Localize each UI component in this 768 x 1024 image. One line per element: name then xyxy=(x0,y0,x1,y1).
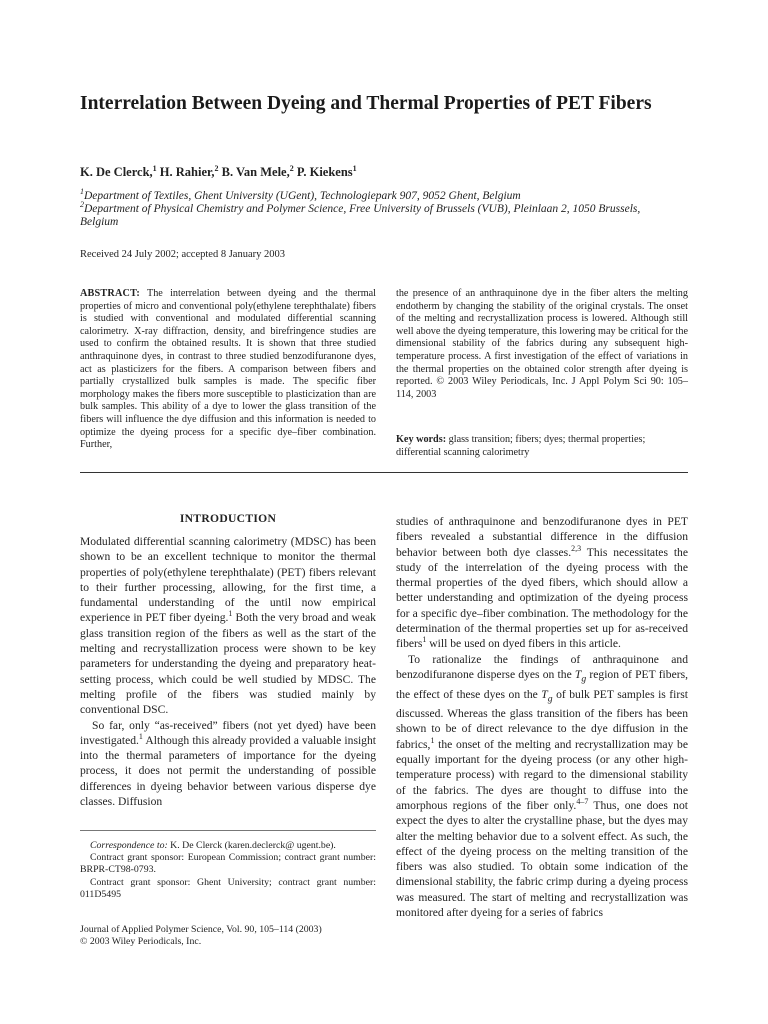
citation-ref: 1 xyxy=(228,609,233,619)
header-divider xyxy=(80,472,688,473)
citation-ref: 4–7 xyxy=(576,797,589,807)
citation-ref: 1 xyxy=(138,732,143,741)
paragraph: To rationalize the findings of anthraquinone and benzodifuranone disperse dyes on the $T_g$ region of PET fibers, the effect of these dyes on the $T_g$ of bulk PET samples is first discussed. Whereas the glass transition of the fibers has been shown to be of direct relevance to the dye diffusion in the fabrics,$^1$ the onset of the melting and recrystallization may be equally important for the dyeing process (or any other high-temperature process) with regard to the dimensional stability of the fabrics. The dyes are thought to diffuse into the amorphous regions of the fiber only.$^{4-7}$ Thus, one does not expect the dyes to alter the crystalline phase, but the dyes may alter the melting behavior due to a solvent effect. As such, the effect of the dyeing process on the melting transition of the fibers was also studied. To obtain some indication of the dimensional stability, the fabric crimp during a dyeing process was measured. The start of melting and recrystallization was monitored after dyeing for a series of fabrics xyxy=(396,652,689,920)
abstract-left-column xyxy=(80,288,376,452)
author-list xyxy=(80,164,688,180)
footnotes xyxy=(80,840,376,901)
keywords-label: Key words: xyxy=(396,434,447,445)
paragraph: So far, only “as-received” fibers (not yet dyed) have been investigated.$^1$ Although this already provided a valuable insight into the thermal parameters of importance for the dyeing process, it does not permit the understanding of possible differences in dyeing behavior between various disperse dye classes. Diffusion xyxy=(80,718,376,809)
article-title: Interrelation Between Dyeing and Thermal Properties of PET Fibers xyxy=(80,93,652,114)
keywords xyxy=(396,434,688,459)
affiliation-2 xyxy=(80,200,680,229)
journal-line: Journal of Applied Polymer Science, Vol. 90, 105–114 (2003) xyxy=(80,924,322,935)
grant-note: Contract grant sponsor: European Commission; contract grant number: BRPR-CT98-0793. xyxy=(80,852,376,876)
abstract-right-column xyxy=(396,288,688,401)
paragraph: Modulated differential scanning calorimetry (MDSC) has been shown to be an excellent technique to monitor the thermal properties of poly(ethylene terephthalate) (PET) fibers relevant to their further processing, allowing, for the first time, a fundamental understanding of the until now empirical experience in PET fiber dyeing.$^1$ Both the very broad and weak glass transition region of the fibers as well as the start of the melting and recrystallization process were shown to be key parameters for understanding the dyeing and preparatory heat-setting process, which could be well studied by MDSC. The melting profile of the fibers was studied mainly by conventional DSC. xyxy=(80,535,376,717)
footnote-divider xyxy=(80,830,376,831)
author-affiliation-mark: 2 xyxy=(214,163,219,173)
body-right-column xyxy=(396,514,688,920)
author-name: B. Van Mele, xyxy=(221,165,290,179)
paragraph: studies of anthraquinone and benzodifuranone dyes in PET fibers revealed a substantial difference in the diffusion behavior between both dye classes.$^{2,3}$ This necessitates the study of the interrelation of the dyeing process with the thermal properties of the dyed fibers, which should allow a better understanding and optimization of the dyeing process for a specific dye–fiber combination. The methodology for the determination of the thermal properties set up for as-received fibers$^1$ will be used on dyed fibers in this article. xyxy=(396,515,688,651)
author-affiliation-mark: 1 xyxy=(152,163,157,173)
citation-ref: 1 xyxy=(422,635,427,645)
journal-citation xyxy=(80,924,376,948)
affiliation-text: Department of Physical Chemistry and Polymer Science, Free University of Brussels (VUB), Pleinlaan 2, 1050 Brussels, Belgium xyxy=(80,203,641,228)
author-name: K. De Clerck, xyxy=(80,165,153,179)
abstract-text-right: the presence of an anthraquinone dye in the fiber alters the melting endotherm by changing the stability of the original crystals. The onset of the melting and recrystallization process is lowered. Although still well above the dyeing temperature, this lowering may be critical for the dimensional stability of the fabrics during any subsequent high-temperature process. A first investigation of the effect of variations in the thermal properties on the obtained color strength after dyeing is reported. © 2003 Wiley Periodicals, Inc. J Appl Polym Sci 90: 105–114, 2003 xyxy=(396,288,688,400)
grant-note: Contract grant sponsor: Ghent University; contract grant number: 011D5495 xyxy=(80,876,376,900)
affiliation-text: Department of Textiles, Ghent University (UGent), Technologiepark 907, 9052 Ghent, Belgium xyxy=(84,190,521,202)
author-name: P. Kiekens xyxy=(296,165,353,179)
keywords-text: glass transition; fibers; dyes; thermal properties; differential scanning calorimetry xyxy=(396,434,646,458)
paper-page xyxy=(80,0,688,1024)
author-name: H. Rahier, xyxy=(159,165,215,179)
received-dates: Received 24 July 2002; accepted 8 January 2003 xyxy=(80,249,285,260)
author-affiliation-mark: 2 xyxy=(289,163,294,173)
affiliation-1 xyxy=(80,187,680,203)
citation-ref: 2,3 xyxy=(571,543,582,553)
affiliation-mark: 1 xyxy=(80,187,84,197)
abstract-label: ABSTRACT: xyxy=(80,288,140,299)
affiliations xyxy=(80,187,680,229)
author-affiliation-mark: 1 xyxy=(352,163,357,173)
body-left-column xyxy=(80,534,376,809)
affiliation-mark: 2 xyxy=(80,200,84,210)
copyright-line: © 2003 Wiley Periodicals, Inc. xyxy=(80,936,202,948)
section-heading-introduction: INTRODUCTION xyxy=(179,512,277,525)
correspondence-note: Correspondence to: K. De Clerck (karen.declerck@ ugent.be). xyxy=(90,840,336,851)
abstract-text-left: The interrelation between dyeing and the thermal properties of micro and conventional poly(ethylene terephthalate) fibers is studied with conventional and modulated differential scanning calorimetry. X-ray diffraction, density, and birefringence studies are used to confirm the obtained results. It is shown that three studied anthraquinone dyes, in contrast to three studied benzodifuranone dyes, act as plasticizers for the fibers. A comparison between fibers and partially crystallized bulk samples is made. The specific fiber morphology makes the fibers more susceptible to plasticization than are bulk samples. This ability of a dye to lower the glass transition of the fibers will influence the dye diffusion and this information is needed to optimize the dyeing process for a specific dye–fiber combination. Further, xyxy=(80,288,376,451)
citation-ref: 1 xyxy=(430,735,435,745)
